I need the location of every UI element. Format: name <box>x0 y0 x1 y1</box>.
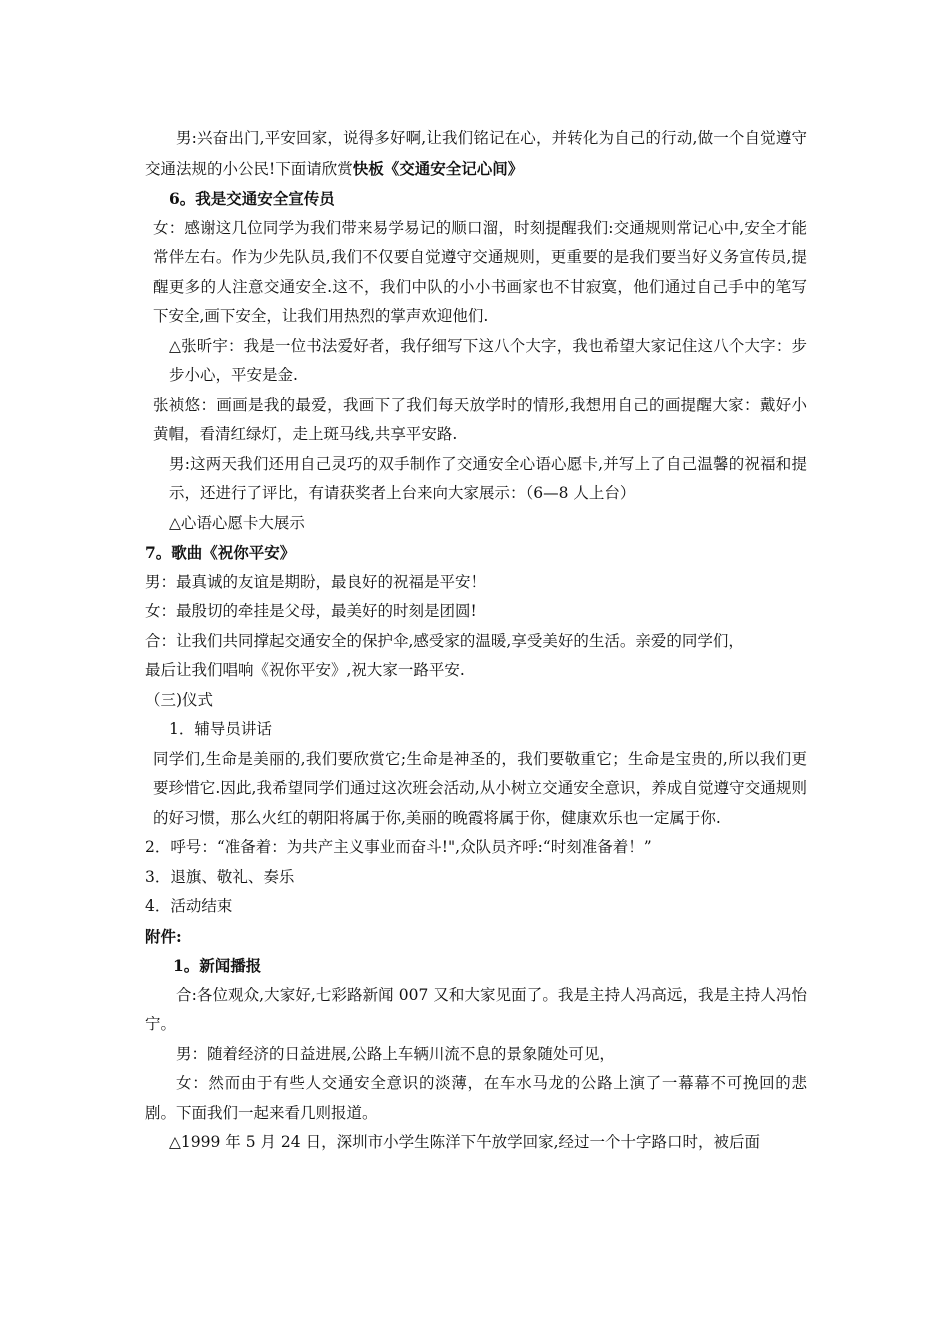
paragraph: △张昕宇：我是一位书法爱好者，我仔细写下这八个大字，我也希望大家记住这八个大字：步步小心，平安是金. <box>169 336 807 384</box>
paragraph: 男：随着经济的日益进展,公路上车辆川流不息的景象随处可见， <box>176 1044 615 1063</box>
attachment-heading: 附件: <box>145 926 182 946</box>
list-item: 2．呼号：“准备着：为共产主义事业而奋斗!",众队员齐呼:“时刻准备着！” <box>145 838 652 856</box>
paragraph: 男:这两天我们还用自己灵巧的双手制作了交通安全心语心愿卡,并写上了自己温馨的祝福和提示，还进行了评比，有请获奖者上台来向大家展示：（6—8 人上台） <box>169 454 807 502</box>
list-item: 4．活动结束 <box>145 897 233 915</box>
paragraph: △1999 年 5 月 24 日，深圳市小学生陈洋下午放学回家,经过一个十字路口时，被后面 <box>169 1133 761 1151</box>
paragraph: 女：然而由于有些人交通安全意识的淡薄，在车水马龙的公路上演了一幕幕不可挽回的悲剧。下面我们一起来看几则报道。 <box>145 1074 807 1122</box>
paragraph: 合：让我们共同撑起交通安全的保护伞,感受家的温暖,享受美好的生活。亲爱的同学们， <box>145 631 744 650</box>
paragraph: 女：最殷切的牵挂是父母，最美好的时刻是团圆! <box>145 602 477 620</box>
section-heading: 1。新闻播报 <box>173 956 262 975</box>
paragraph: 同学们,生命是美丽的,我们要欣赏它;生命是神圣的，我们要敬重它；生命是宝贵的,所以我们更要珍惜它.因此,我希望同学们通过这次班会活动,从小树立交通安全意识，养成自觉遵守交通规则的好习惯，那么火红的朝阳将属于你,美丽的晚霞将属于你，健康欢乐也一定属于你. <box>153 749 807 827</box>
list-item: 3．退旗、敬礼、奏乐 <box>145 867 295 886</box>
paragraph: 合:各位观众,大家好,七彩路新闻 007 又和大家见面了。我是主持人冯高远，我是主持人冯怡宁。 <box>145 985 807 1033</box>
paragraph-text: 男:兴奋出门,平安回家，说得多好啊,让我们铭记在心，并转化为自己的行动,做一个自觉遵守交通法规的小公民!下面请欣赏 <box>145 129 807 178</box>
list-item: 1．辅导员讲话 <box>169 720 272 738</box>
paragraph: △心语心愿卡大展示 <box>169 513 305 532</box>
program-title: 快板《交通安全记心间》 <box>352 158 524 178</box>
subsection-heading: （三)仪式 <box>145 690 214 709</box>
paragraph <box>145 124 807 184</box>
document-page <box>145 124 807 1158</box>
section-heading: 7。歌曲《祝你平安》 <box>145 543 296 562</box>
paragraph: 最后让我们唱响《祝你平安》,祝大家一路平安. <box>145 661 465 679</box>
paragraph: 张祯悠：画画是我的最爱，我画下了我们每天放学时的情形,我想用自己的画提醒大家：戴好小黄帽，看清红绿灯，走上斑马线,共享平安路. <box>153 395 807 443</box>
paragraph: 男：最真诚的友谊是期盼，最良好的祝福是平安！ <box>145 572 487 591</box>
paragraph: 女：感谢这几位同学为我们带来易学易记的顺口溜，时刻提醒我们:交通规则常记心中,安全才能常伴左右。作为少先队员,我们不仅要自觉遵守交通规则，更重要的是我们要当好义务宣传员,提醒更多的人注意交通安全.这不，我们中队的小小书画家也不甘寂寞，他们通过自己手中的笔写下安全,画下安全，让我们用热烈的掌声欢迎他们. <box>153 218 807 325</box>
section-heading: 6。我是交通安全宣传员 <box>169 189 335 208</box>
